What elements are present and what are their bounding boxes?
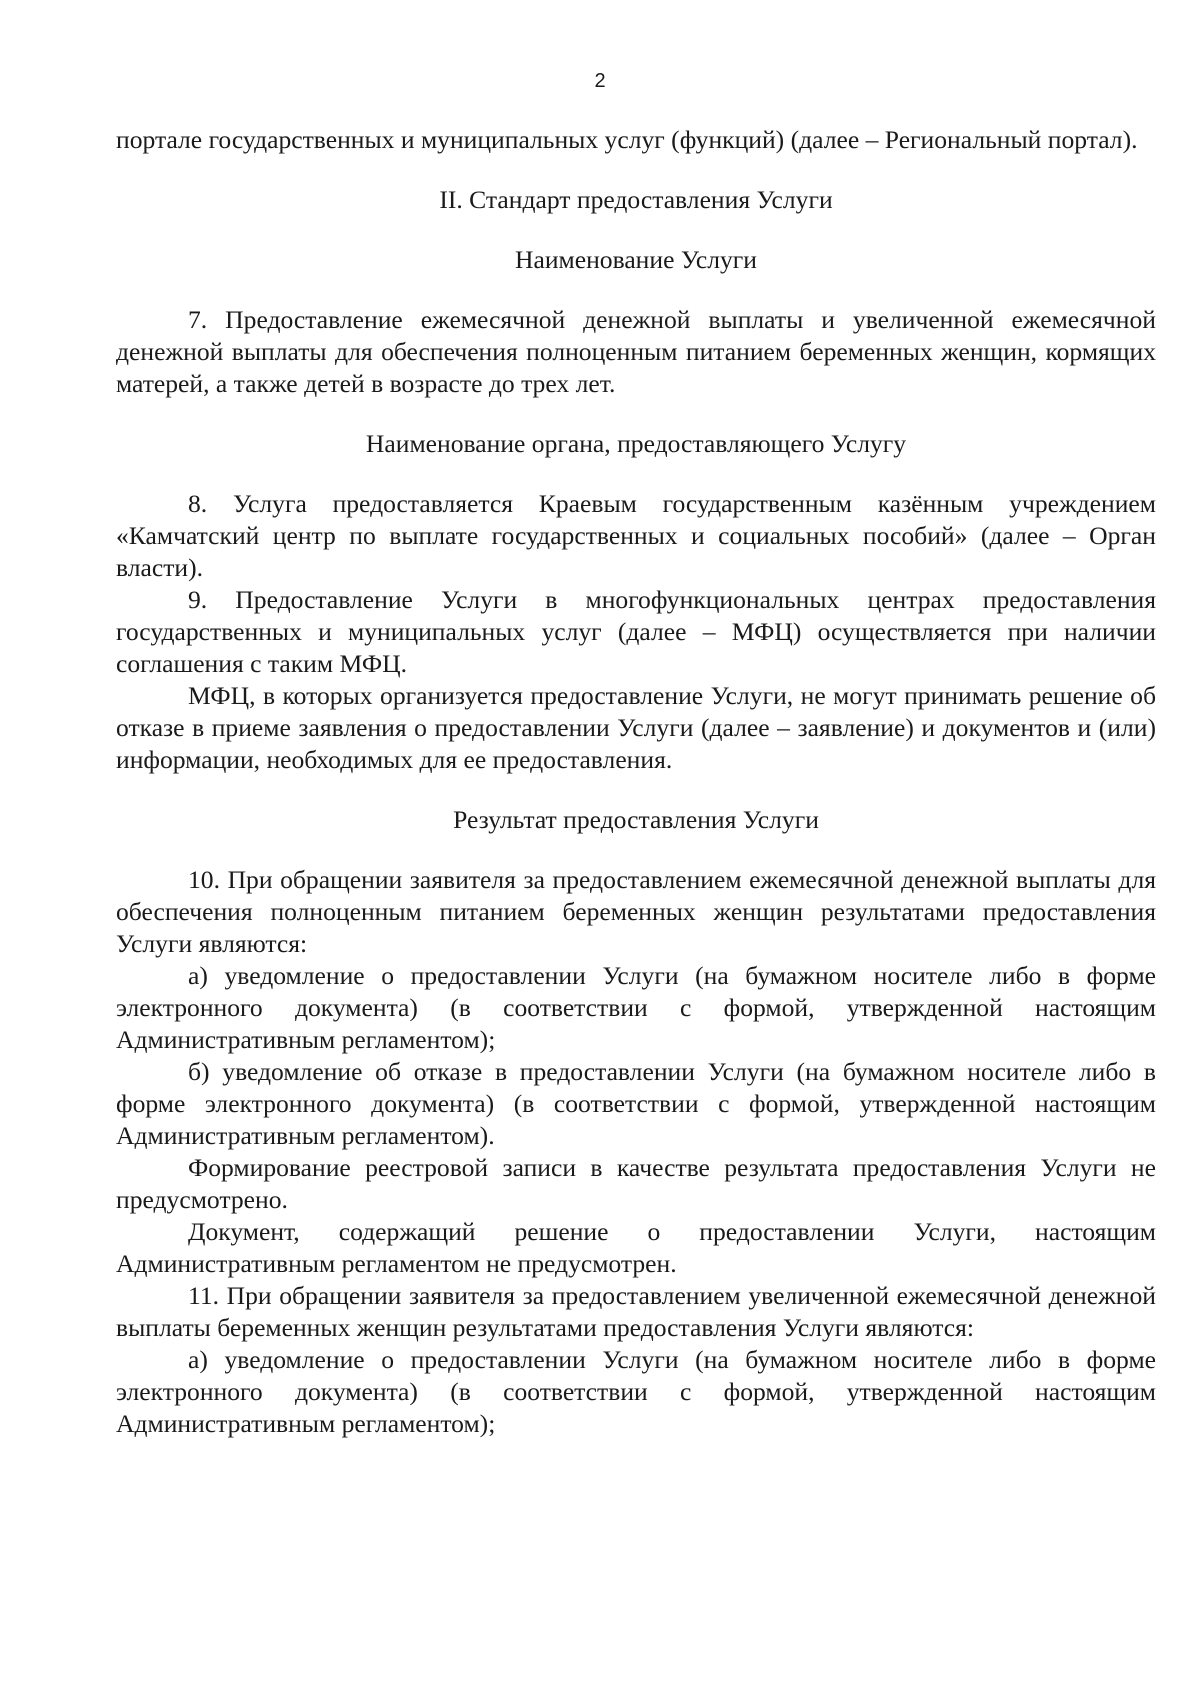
paragraph-item-10-a: а) уведомление о предоставлении Услуги (на бумажном носителе либо в форме электронного документа) (в соответствии с формой, утвержденной настоящим Административным регламентом); [116, 961, 1156, 1054]
page-number: 2 [594, 70, 606, 92]
paragraph-item-11-a: а) уведомление о предоставлении Услуги (на бумажном носителе либо в форме электронного документа) (в соответствии с формой, утвержденной настоящим Административным регламентом); [116, 1345, 1156, 1438]
paragraph-registry-record: Формирование реестровой записи в качестве результата предоставления Услуги не предусмотрено. [116, 1153, 1156, 1214]
paragraph-mfc-restriction: МФЦ, в которых организуется предоставление Услуги, не могут принимать решение об отказе в приеме заявления о предоставлении Услуги (далее – заявление) и документов и (или) информации, необходимых для ее предоставления. [116, 681, 1156, 774]
paragraph-decision-document: Документ, содержащий решение о предоставлении Услуги, настоящим Административным регламентом не предусмотрен. [116, 1217, 1156, 1278]
subheading-authority-name: Наименование органа, предоставляющего Услугу [365, 429, 907, 458]
section-heading-standard: II. Стандарт предоставления Услуги [439, 185, 833, 214]
paragraph-item-8: 8. Услуга предоставляется Краевым государственным казённым учреждением «Камчатский центр по выплате государственных и социальных пособий» (далее – Орган власти). [116, 489, 1156, 582]
paragraph-item-10: 10. При обращении заявителя за предоставлением ежемесячной денежной выплаты для обеспечения полноценным питанием беременных женщин результатами предоставления Услуги являются: [116, 865, 1156, 958]
paragraph-item-11: 11. При обращении заявителя за предоставлением увеличенной ежемесячной денежной выплаты беременных женщин результатами предоставления Услуги являются: [116, 1281, 1156, 1342]
document-body [116, 124, 1156, 1440]
paragraph-regional-portal-continuation: портале государственных и муниципальных услуг (функций) (далее – Региональный портал). [116, 125, 1138, 154]
paragraph-item-9: 9. Предоставление Услуги в многофункциональных центрах предоставления государственных и муниципальных услуг (далее – МФЦ) осуществляется при наличии соглашения с таким МФЦ. [116, 585, 1156, 678]
paragraph-item-7: 7. Предоставление ежемесячной денежной выплаты и увеличенной ежемесячной денежной выплаты для обеспечения полноценным питанием беременных женщин, кормящих матерей, а также детей в возрасте до трех лет. [116, 305, 1156, 398]
subheading-service-name: Наименование Услуги [514, 245, 757, 274]
paragraph-item-10-b: б) уведомление об отказе в предоставлении Услуги (на бумажном носителе либо в форме электронного документа) (в соответствии с формой, утвержденной настоящим Административным регламентом). [116, 1057, 1156, 1150]
subheading-service-result: Результат предоставления Услуги [453, 805, 819, 834]
